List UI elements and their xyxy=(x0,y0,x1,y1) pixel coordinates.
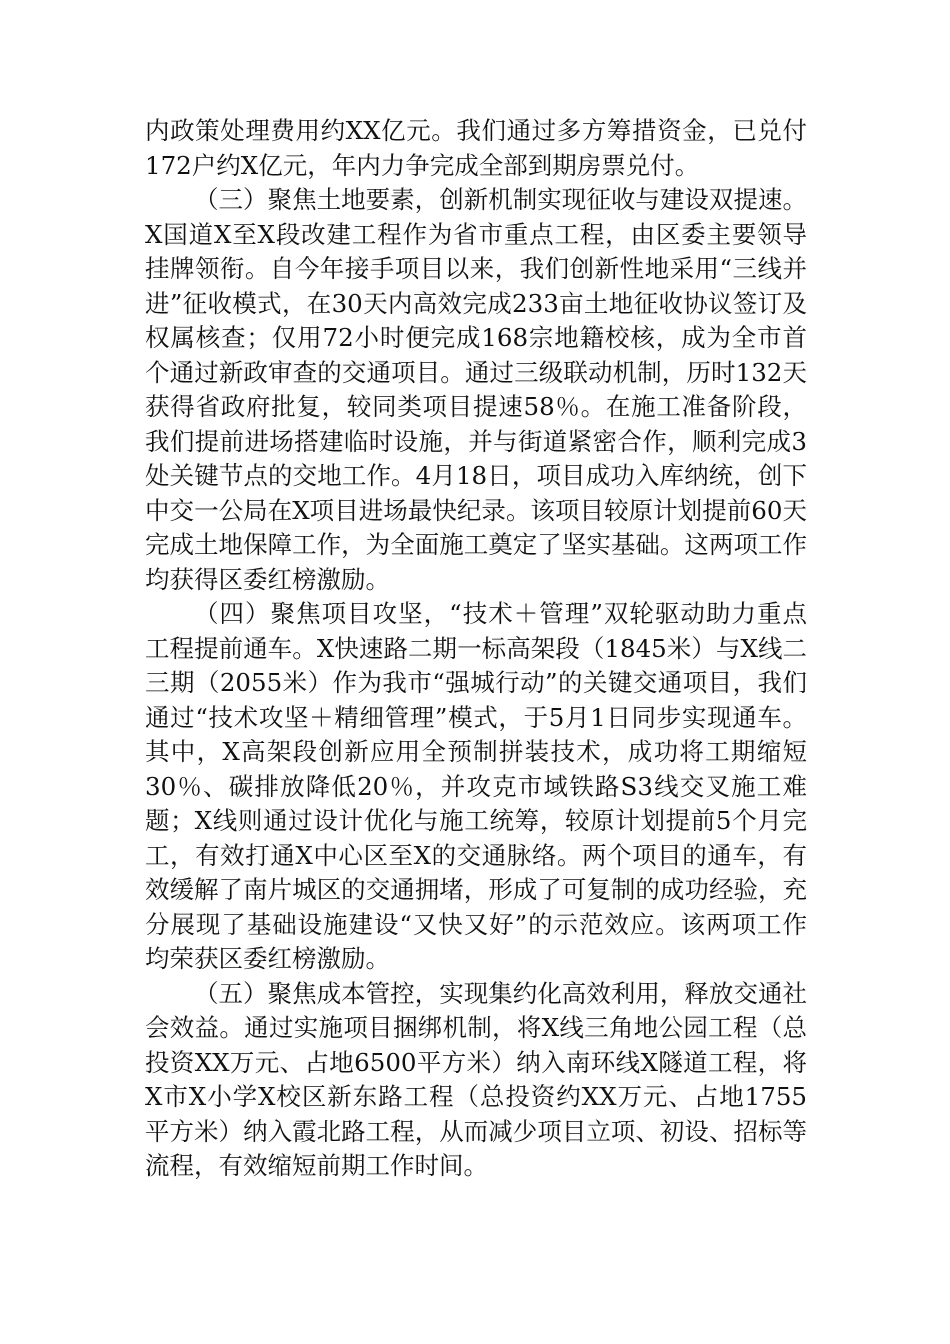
paragraph-section-three: （三）聚焦土地要素，创新机制实现征收与建设双提速。X国道X至X段改建工程作为省市重点工程，由区委主要领导挂牌领衔。自今年接手项目以来，我们创新性地采用“三线并进”征收模式，在30天内高效完成233亩土地征收协议签订及权属核查；仅用72小时便完成168宗地籍校核，成为全市首个通过新政审查的交通项目。通过三级联动机制，历时132天获得省政府批复，较同类项目提速58％。在施工准备阶段，我们提前进场搭建临时设施，并与街道紧密合作，顺利完成3处关键节点的交地工作。4月18日，项目成功入库纳统，创下中交一公局在X项目进场最快纪录。该项目较原计划提前60天完成土地保障工作，为全面施工奠定了坚实基础。这两项工作均获得区委红榜激励。 xyxy=(145,185,807,594)
paragraph-section-four: （四）聚焦项目攻坚，“技术＋管理”双轮驱动助力重点工程提前通车。X快速路二期一标高架段（1845米）与X线二三期（2055米）作为我市“强城行动”的关键交通项目，我们通过“技术攻坚＋精细管理”模式，于5月1日同步实现通车。其中，X高架段创新应用全预制拼装技术，成功将工期缩短30％、碳排放降低20％，并攻克市域铁路S3线交叉施工难题；X线则通过设计优化与施工统筹，较原计划提前5个月完工，有效打通X中心区至X的交通脉络。两个项目的通车，有效缓解了南片城区的交通拥堵，形成了可复制的成功经验，充分展现了基础设施建设“又快又好”的示范效应。该两项工作均荣获区委红榜激励。 xyxy=(145,599,807,973)
paragraph-section-five: （五）聚焦成本管控，实现集约化高效利用，释放交通社会效益。通过实施项目捆绑机制，将X线三角地公园工程（总投资XX万元、占地6500平方米）纳入南环线X隧道工程，将X市X小学X校区新东路工程（总投资约XX万元、占地1755平方米）纳入霞北路工程，从而减少项目立项、初设、招标等流程，有效缩短前期工作时间。 xyxy=(145,978,807,1180)
paragraph-continuation: 内政策处理费用约XX亿元。我们通过多方筹措资金，已兑付172户约X亿元，年内力争完成全部到期房票兑付。 xyxy=(145,116,807,180)
document-body xyxy=(145,114,807,1184)
